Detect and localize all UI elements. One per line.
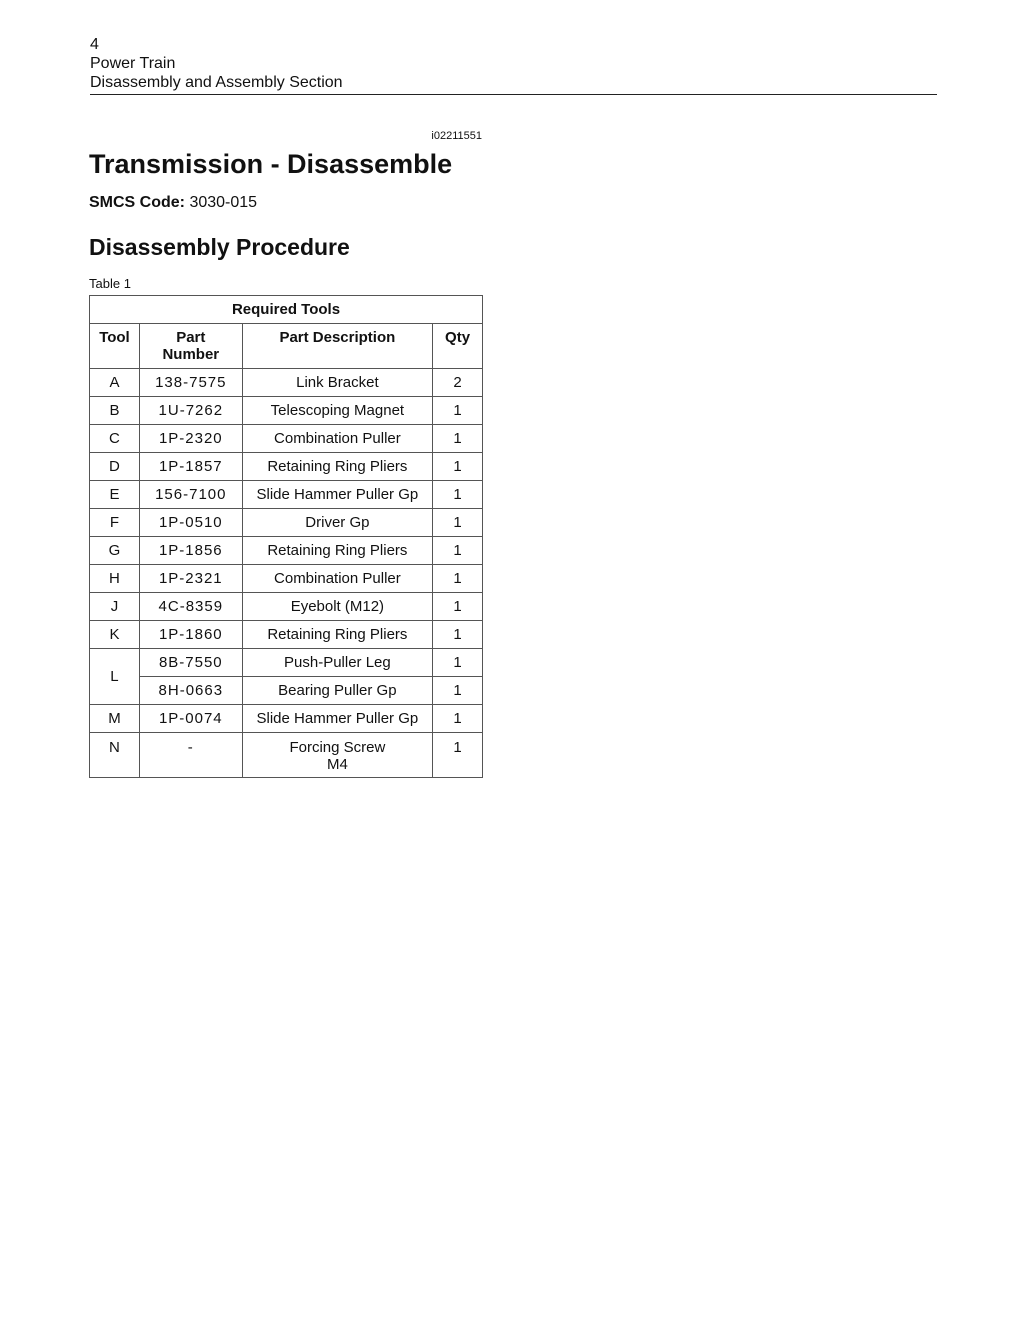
qty-cell: 1 — [433, 649, 483, 677]
qty-cell: 1 — [433, 593, 483, 621]
column-header-part-number — [139, 324, 242, 369]
qty-cell: 1 — [433, 425, 483, 453]
table-row — [90, 425, 483, 453]
part-number-cell: 1P-0510 — [139, 509, 242, 537]
description-cell: Telescoping Magnet — [242, 397, 432, 425]
table-row — [90, 537, 483, 565]
tool-cell: H — [90, 565, 140, 593]
table-row — [90, 397, 483, 425]
tool-cell: B — [90, 397, 140, 425]
section-title: Disassembly Procedure — [89, 234, 350, 260]
part-number-cell: 8H-0663 — [139, 677, 242, 705]
part-number-cell: 138-7575 — [139, 369, 242, 397]
smcs-code-label: SMCS Code: — [89, 194, 185, 211]
tool-cell: D — [90, 453, 140, 481]
page-header — [90, 35, 937, 95]
description-cell — [242, 733, 432, 778]
description-cell: Eyebolt (M12) — [242, 593, 432, 621]
description-line2: M4 — [326, 756, 348, 773]
header-chapter: Power Train — [90, 55, 176, 72]
part-number-cell: 1P-1857 — [139, 453, 242, 481]
table-row — [90, 593, 483, 621]
column-header-part-number-line1: Part — [176, 329, 206, 346]
description-cell: Combination Puller — [242, 425, 432, 453]
tool-cell: E — [90, 481, 140, 509]
document-id: i02211551 — [431, 130, 482, 142]
part-number-cell: 1U-7262 — [139, 397, 242, 425]
part-number-cell: 156-7100 — [139, 481, 242, 509]
table-row — [90, 509, 483, 537]
tool-cell: L — [90, 649, 140, 705]
table-row — [90, 705, 483, 733]
description-cell: Link Bracket — [242, 369, 432, 397]
table-row — [90, 369, 483, 397]
description-cell: Driver Gp — [242, 509, 432, 537]
column-header-part-number-line2: Number — [162, 346, 220, 363]
table-row — [90, 565, 483, 593]
page-number: 4 — [90, 36, 99, 53]
description-cell: Combination Puller — [242, 565, 432, 593]
table-row — [90, 733, 483, 778]
smcs-code — [89, 194, 257, 212]
qty-cell: 1 — [433, 733, 483, 778]
part-number-cell: - — [139, 733, 242, 778]
description-cell: Retaining Ring Pliers — [242, 621, 432, 649]
part-number-cell: 8B-7550 — [139, 649, 242, 677]
part-number-cell: 1P-2321 — [139, 565, 242, 593]
tool-cell: J — [90, 593, 140, 621]
tool-cell: G — [90, 537, 140, 565]
table-title: Required Tools — [90, 296, 483, 324]
part-number-cell: 1P-2320 — [139, 425, 242, 453]
table-caption-row — [90, 296, 483, 324]
required-tools-table — [89, 295, 483, 778]
description-cell: Push-Puller Leg — [242, 649, 432, 677]
header-section: Disassembly and Assembly Section — [90, 74, 343, 91]
table-row — [90, 481, 483, 509]
description-cell: Retaining Ring Pliers — [242, 453, 432, 481]
description-cell: Retaining Ring Pliers — [242, 537, 432, 565]
qty-cell: 1 — [433, 509, 483, 537]
tool-cell: C — [90, 425, 140, 453]
qty-cell: 1 — [433, 537, 483, 565]
smcs-code-value: 3030-015 — [189, 194, 258, 211]
column-header-tool: Tool — [90, 324, 140, 369]
table-row — [90, 621, 483, 649]
page-title: Transmission - Disassemble — [89, 149, 453, 179]
table-caption: Table 1 — [89, 276, 131, 291]
part-number-cell: 1P-1860 — [139, 621, 242, 649]
part-number-cell: 1P-0074 — [139, 705, 242, 733]
table-row — [90, 649, 483, 677]
qty-cell: 1 — [433, 481, 483, 509]
description-cell: Slide Hammer Puller Gp — [242, 705, 432, 733]
qty-cell: 1 — [433, 621, 483, 649]
description-cell: Bearing Puller Gp — [242, 677, 432, 705]
qty-cell: 1 — [433, 705, 483, 733]
column-header-description: Part Description — [242, 324, 432, 369]
tool-cell: M — [90, 705, 140, 733]
column-header-qty: Qty — [433, 324, 483, 369]
table-header-row — [90, 324, 483, 369]
qty-cell: 1 — [433, 453, 483, 481]
description-line1: Forcing Screw — [289, 739, 386, 756]
part-number-cell: 4C-8359 — [139, 593, 242, 621]
qty-cell: 1 — [433, 677, 483, 705]
tool-cell: A — [90, 369, 140, 397]
part-number-cell: 1P-1856 — [139, 537, 242, 565]
qty-cell: 2 — [433, 369, 483, 397]
tool-cell: F — [90, 509, 140, 537]
tool-cell: N — [90, 733, 140, 778]
tool-cell: K — [90, 621, 140, 649]
qty-cell: 1 — [433, 565, 483, 593]
table-row — [90, 453, 483, 481]
table-row — [90, 677, 483, 705]
qty-cell: 1 — [433, 397, 483, 425]
description-cell: Slide Hammer Puller Gp — [242, 481, 432, 509]
